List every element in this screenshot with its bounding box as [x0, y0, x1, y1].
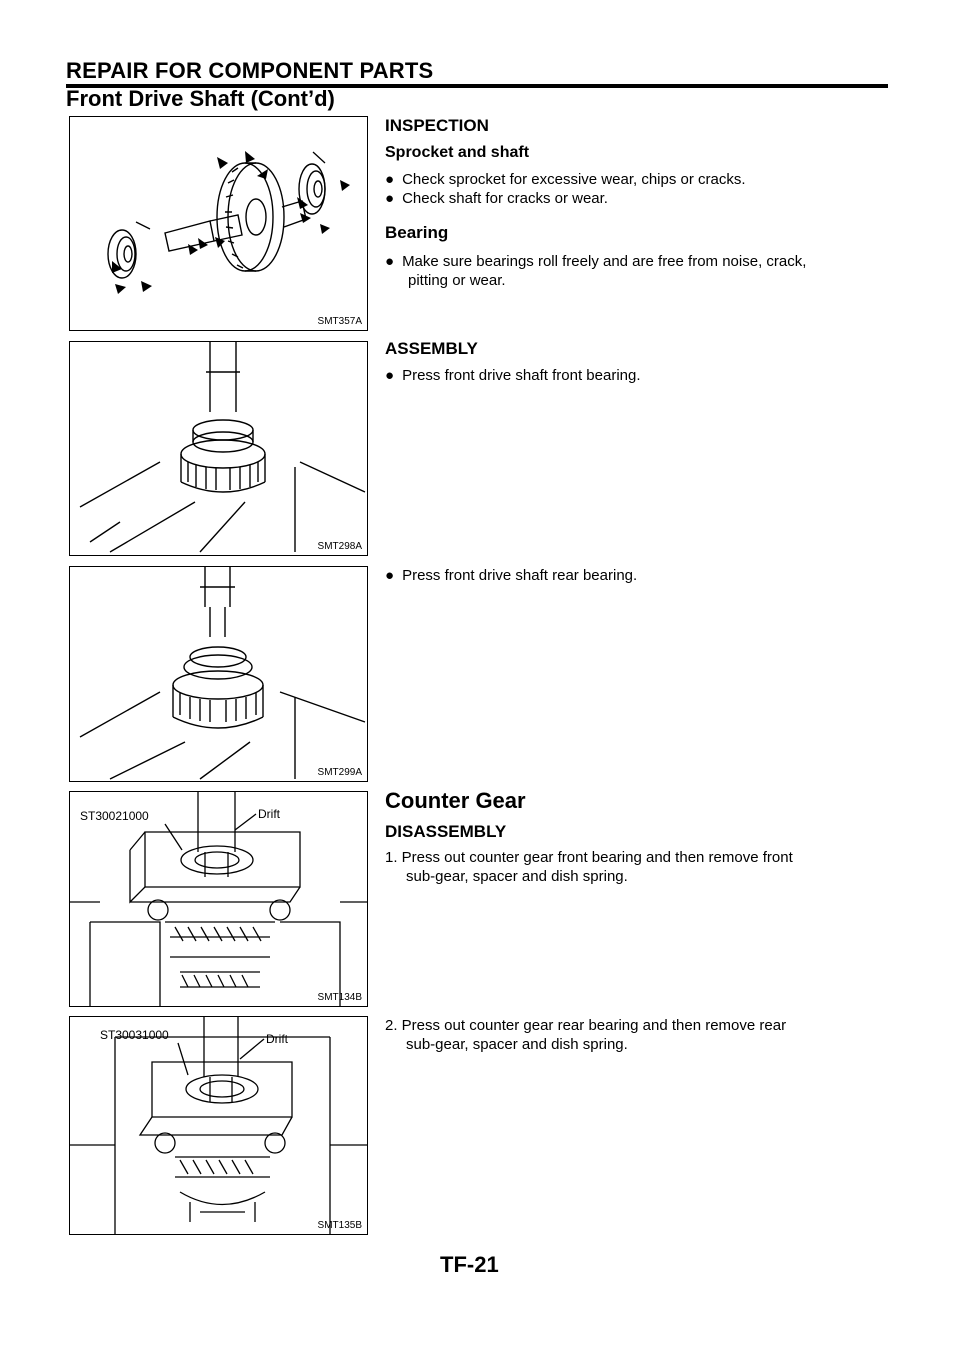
inspection-heading: INSPECTION — [385, 116, 489, 135]
figure-code: SMT357A — [317, 316, 362, 327]
step-1: 1. Press out counter gear front bearing and then remove front sub-gear, spacer and dish spring. — [385, 849, 793, 885]
sprocket-shaft-drawing — [70, 117, 367, 330]
drift-callout: Drift — [266, 1032, 288, 1046]
bullet-item: ● Make sure bearings roll freely and are free from noise, crack, — [385, 253, 807, 270]
disassembly-heading: DISASSEMBLY — [385, 822, 507, 841]
assembly-heading: ASSEMBLY — [385, 339, 478, 358]
press-front-bearing-drawing — [70, 342, 367, 555]
figure-counter-gear-rear — [69, 1016, 368, 1235]
sprocket-shaft-heading: Sprocket and shaft — [385, 144, 530, 161]
page-header-title: REPAIR FOR COMPONENT PARTS — [66, 58, 434, 83]
page-number: TF-21 — [440, 1252, 499, 1277]
counter-gear-rear-drawing — [70, 1017, 367, 1234]
counter-gear-front-drawing — [70, 792, 367, 1006]
bullet-glyph: ● — [385, 367, 395, 384]
figure-press-rear-bearing — [69, 566, 368, 782]
bullet-glyph: ● — [385, 190, 395, 207]
bullet-item: ● Press front drive shaft front bearing. — [385, 367, 641, 384]
drift-callout: Drift — [258, 807, 280, 821]
bearing-heading: Bearing — [385, 223, 449, 242]
tool-callout: ST30031000 — [100, 1028, 169, 1042]
tool-callout: ST30021000 — [80, 809, 149, 823]
figure-code: SMT299A — [317, 767, 362, 778]
bullet-item: ● Press front drive shaft rear bearing. — [385, 567, 638, 584]
bullet-item: ● Check shaft for cracks or wear. — [385, 190, 608, 207]
figure-code: SMT298A — [317, 541, 362, 552]
bullet-continuation: pitting or wear. — [408, 272, 506, 289]
bullet-glyph: ● — [385, 567, 395, 584]
step-2: 2. Press out counter gear rear bearing and then remove rear sub-gear, spacer and dish spring. — [385, 1017, 787, 1053]
bullet-glyph: ● — [385, 171, 395, 188]
press-rear-bearing-drawing — [70, 567, 367, 781]
figure-code: SMT135B — [317, 1220, 362, 1231]
bullet-glyph: ● — [385, 253, 395, 270]
figure-code: SMT134B — [317, 992, 362, 1003]
figure-press-front-bearing — [69, 341, 368, 556]
bullet-item: ● Check sprocket for excessive wear, chips or cracks. — [385, 171, 746, 188]
figure-counter-gear-front — [69, 791, 368, 1007]
figure-sprocket-shaft — [69, 116, 368, 331]
counter-gear-heading: Counter Gear — [385, 788, 526, 813]
page-header-subtitle: Front Drive Shaft (Cont’d) — [66, 86, 335, 111]
